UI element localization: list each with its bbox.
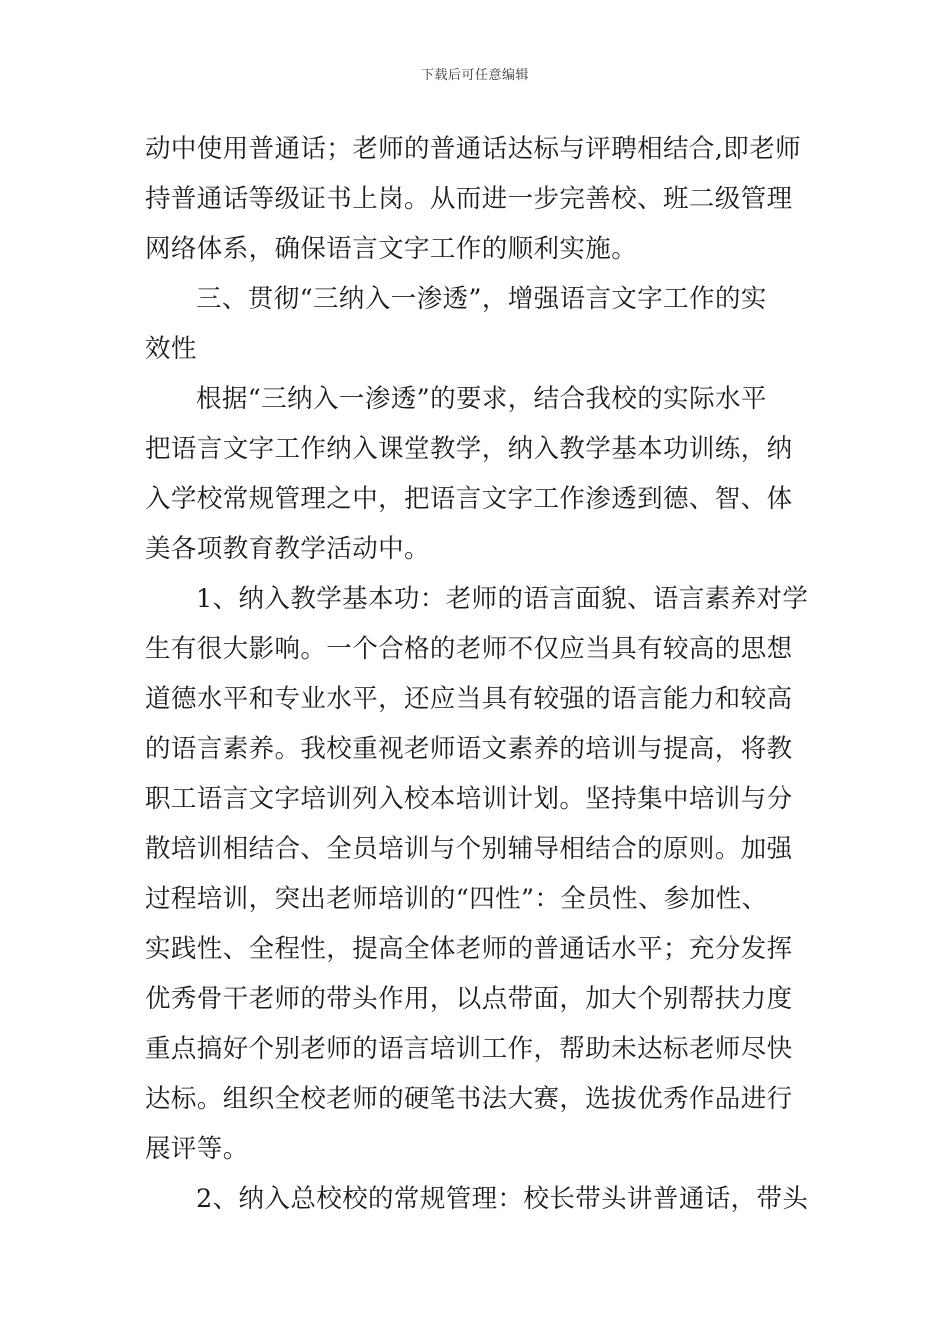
text-line: 网络体系，确保语言文字工作的顺利实施。: [145, 234, 638, 264]
text-line: 道德水平和专业水平，还应当具有较强的语言能力和较高: [145, 684, 793, 714]
text-line: 实践性、全程性，提高全体老师的普通话水平；充分发挥: [145, 934, 793, 964]
text-line: 达标。组织全校老师的硬笔书法大赛，选拔优秀作品进行: [145, 1084, 793, 1114]
text-line: 的语言素养。我校重视老师语文素养的培训与提高，将教: [145, 734, 793, 764]
text-line: 散培训相结合、全员培训与个别辅导相结合的原则。加强: [145, 834, 793, 864]
text-line: 生有很大影响。一个合格的老师不仅应当具有较高的思想: [145, 634, 793, 664]
text-line: 持普通话等级证书上岗。从而进一步完善校、班二级管理: [145, 184, 793, 214]
document-body: [145, 124, 809, 1224]
text-line: 美各项教育教学活动中。: [145, 534, 430, 564]
section-heading-line: 效性: [145, 334, 197, 364]
text-line: 动中使用普通话；老师的普通话达标与评聘相结合,即老师: [145, 134, 802, 164]
section-heading-line: 三、贯彻“三纳入一渗透”，增强语言文字工作的实: [196, 284, 767, 314]
text-line: 优秀骨干老师的带头作用，以点带面，加大个别帮扶力度: [145, 984, 793, 1014]
text-line: 1、纳入教学基本功：老师的语言面貌、语言素养对学: [196, 584, 809, 614]
text-line: 入学校常规管理之中，把语言文字工作渗透到德、智、体: [145, 484, 793, 514]
text-line: 根据“三纳入一渗透”的要求，结合我校的实际水平: [196, 384, 767, 414]
text-line: 重点搞好个别老师的语言培训工作，帮助未达标老师尽快: [145, 1034, 793, 1064]
page-header-note: 下载后可任意编辑: [420, 68, 529, 83]
text-line: 展评等。: [145, 1134, 249, 1164]
text-line: 2、纳入总校校的常规管理：校长带头讲普通话，带头: [196, 1184, 809, 1214]
text-line: 职工语言文字培训列入校本培训计划。坚持集中培训与分: [145, 784, 793, 814]
text-line: 把语言文字工作纳入课堂教学，纳入教学基本功训练，纳: [145, 434, 793, 464]
text-line: 过程培训，突出老师培训的“四性”：全员性、参加性、: [145, 884, 768, 914]
